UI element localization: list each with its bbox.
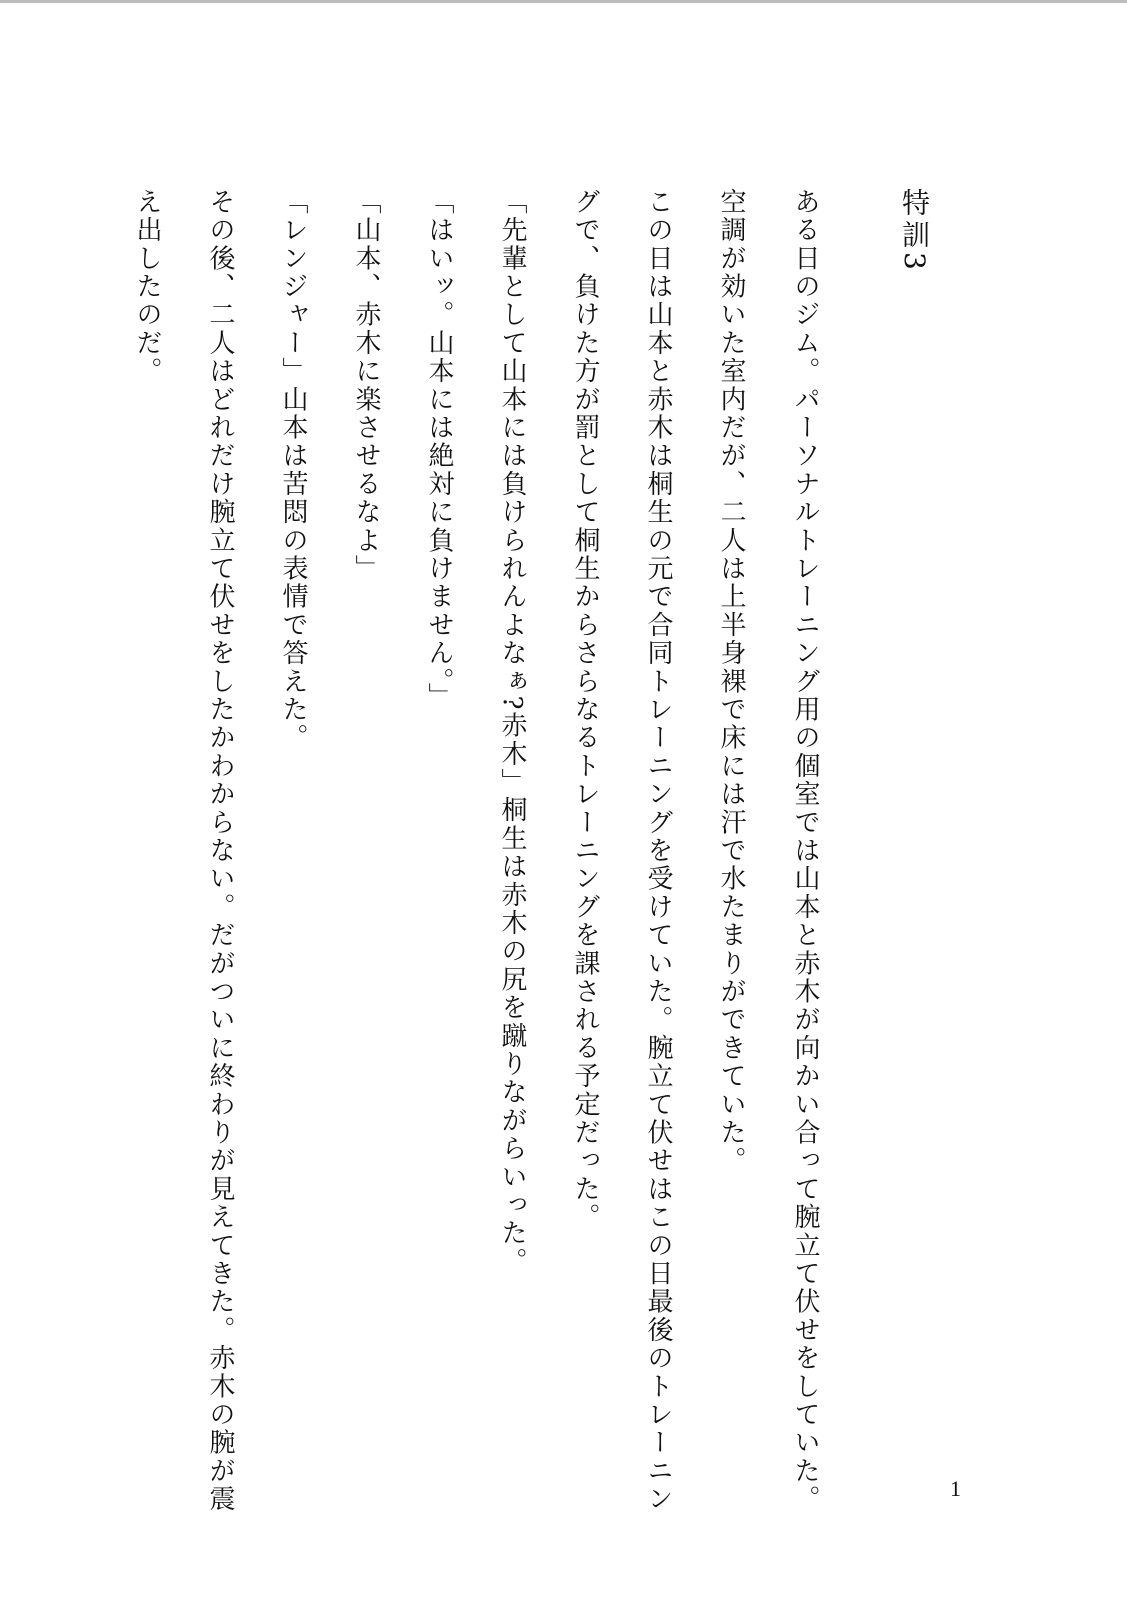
- text-line-2: 空調が効いた室内だが、二人は上半身裸で床には汗で水たまりができていた。: [716, 188, 746, 1175]
- text-line-8: 「レンジャー」山本は苦悶の表情で答えた。: [278, 188, 308, 752]
- page-number: 1: [950, 1476, 961, 1501]
- text-line-1: ある日のジム。パーソナルトレーニング用の個室では山本と赤木が向かい合って腕立て伏せをしていた。: [790, 188, 820, 1514]
- section-title: 特訓3: [898, 188, 931, 274]
- text-line-9: その後、二人はどれだけ腕立て伏せをしたかわからない。だがついに終わりが見えてきた。赤木の腕が震: [205, 188, 235, 1514]
- text-line-10: え出したのだ。: [132, 188, 162, 386]
- text-line-5: 「先輩として山本には負けられんよなぁ?赤木」桐生は赤木の尻を蹴りながらいった。: [497, 188, 527, 1276]
- text-line-6: 「はいッ。山本には絶対に負けません。」: [424, 188, 454, 711]
- text-line-7: 「山本、赤木に楽させるなよ」: [351, 188, 381, 583]
- text-line-4: グで、負けた方が罰として桐生からさらなるトレーニングを課される予定だった。: [570, 188, 600, 1232]
- text-line-3: この日は山本と赤木は桐生の元で合同トレーニングを受けていた。腕立て伏せはこの日最後のトレーニン: [643, 188, 673, 1514]
